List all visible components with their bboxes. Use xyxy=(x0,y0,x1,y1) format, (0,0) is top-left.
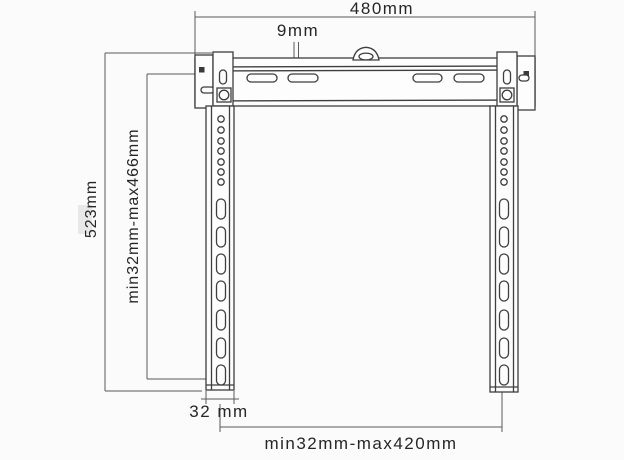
dim-vesa-width xyxy=(220,392,502,432)
dim-label-plate-thickness: 9mm xyxy=(276,21,320,40)
left-end-plate xyxy=(195,55,213,108)
dim-label-vesa-width-range: min32mm-max420mm xyxy=(264,434,458,453)
left-screw-hole xyxy=(199,67,205,73)
dim-label-total-height: 523mm xyxy=(83,179,100,239)
dim-label-arm-width: 32 mm xyxy=(189,402,249,421)
dim-label-top-width: 480mm xyxy=(349,0,415,18)
center-hook-icon xyxy=(353,47,379,60)
right-small-slot xyxy=(519,75,529,81)
dim-plate-thickness xyxy=(294,42,299,60)
left-small-slot xyxy=(201,87,214,93)
dim-label-vesa-height-range: min32mm-max466mm xyxy=(125,128,142,304)
right-end-plate xyxy=(517,56,535,110)
dim-vesa-height xyxy=(147,74,213,379)
wall-plate-rail xyxy=(195,47,535,110)
